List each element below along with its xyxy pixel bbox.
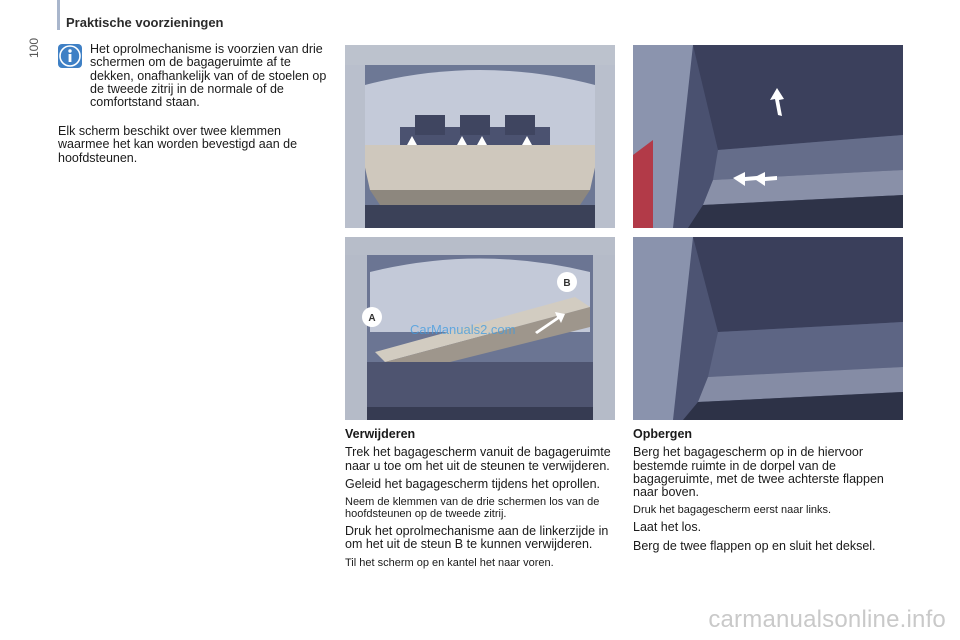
store-step-3: Laat het los. [633, 520, 702, 535]
store-section [633, 428, 908, 558]
remove-step-4: Druk het oprolmechanisme aan de linkerzijde in om het uit de steun B te kunnen verwijderen. [345, 524, 609, 552]
info-text: Het oprolmechanisme is voorzien van drie schermen om de bagageruimte af te dekken, onafhankelijk van of de stoelen op de tweede zitrij in de normale of de comfortstand staan. [90, 42, 327, 110]
photo-storage-closed [633, 237, 903, 420]
footer-watermark: carmanualsonline.info [708, 606, 946, 633]
watermark: CarManuals2.com [410, 322, 516, 337]
remove-step-5: Til het scherm op en kantel het naar voren. [345, 556, 554, 569]
store-step-4: Berg de twee flappen op en sluit het deksel. [633, 538, 876, 553]
label-a: A [368, 313, 376, 324]
label-b: B [563, 278, 571, 289]
intro-text: Elk scherm beschikt over twee klemmen waarmee het kan worden bevestigd aan de hoofdsteunen. [58, 124, 298, 165]
remove-section [345, 428, 620, 574]
photo-storage-insert [633, 45, 903, 228]
store-step-2: Druk het bagagescherm eerst naar links. [633, 504, 832, 517]
info-icon [58, 44, 82, 68]
store-heading: Opbergen [633, 427, 693, 441]
section-title: Praktische voorzieningen [66, 15, 224, 30]
store-step-1: Berg het bagagescherm op in de hiervoor bestemde ruimte in de dorpel van de bagageruimte, met de twee achterste flappen naar boven. [633, 445, 884, 500]
remove-step-3: Neem de klemmen van de drie schermen los van de hoofdsteunen op de tweede zitrij. [345, 496, 600, 521]
photo-cover-mounted [345, 45, 615, 228]
page-number: 100 [27, 37, 41, 58]
remove-step-1: Trek het bagagescherm vanuit de bagageruimte naar u toe om het uit de steunen te verwijderen. [345, 445, 611, 473]
remove-heading: Verwijderen [345, 427, 416, 441]
remove-step-2: Geleid het bagagescherm tijdens het oprollen. [345, 476, 601, 491]
section-marker-bar [57, 0, 60, 30]
